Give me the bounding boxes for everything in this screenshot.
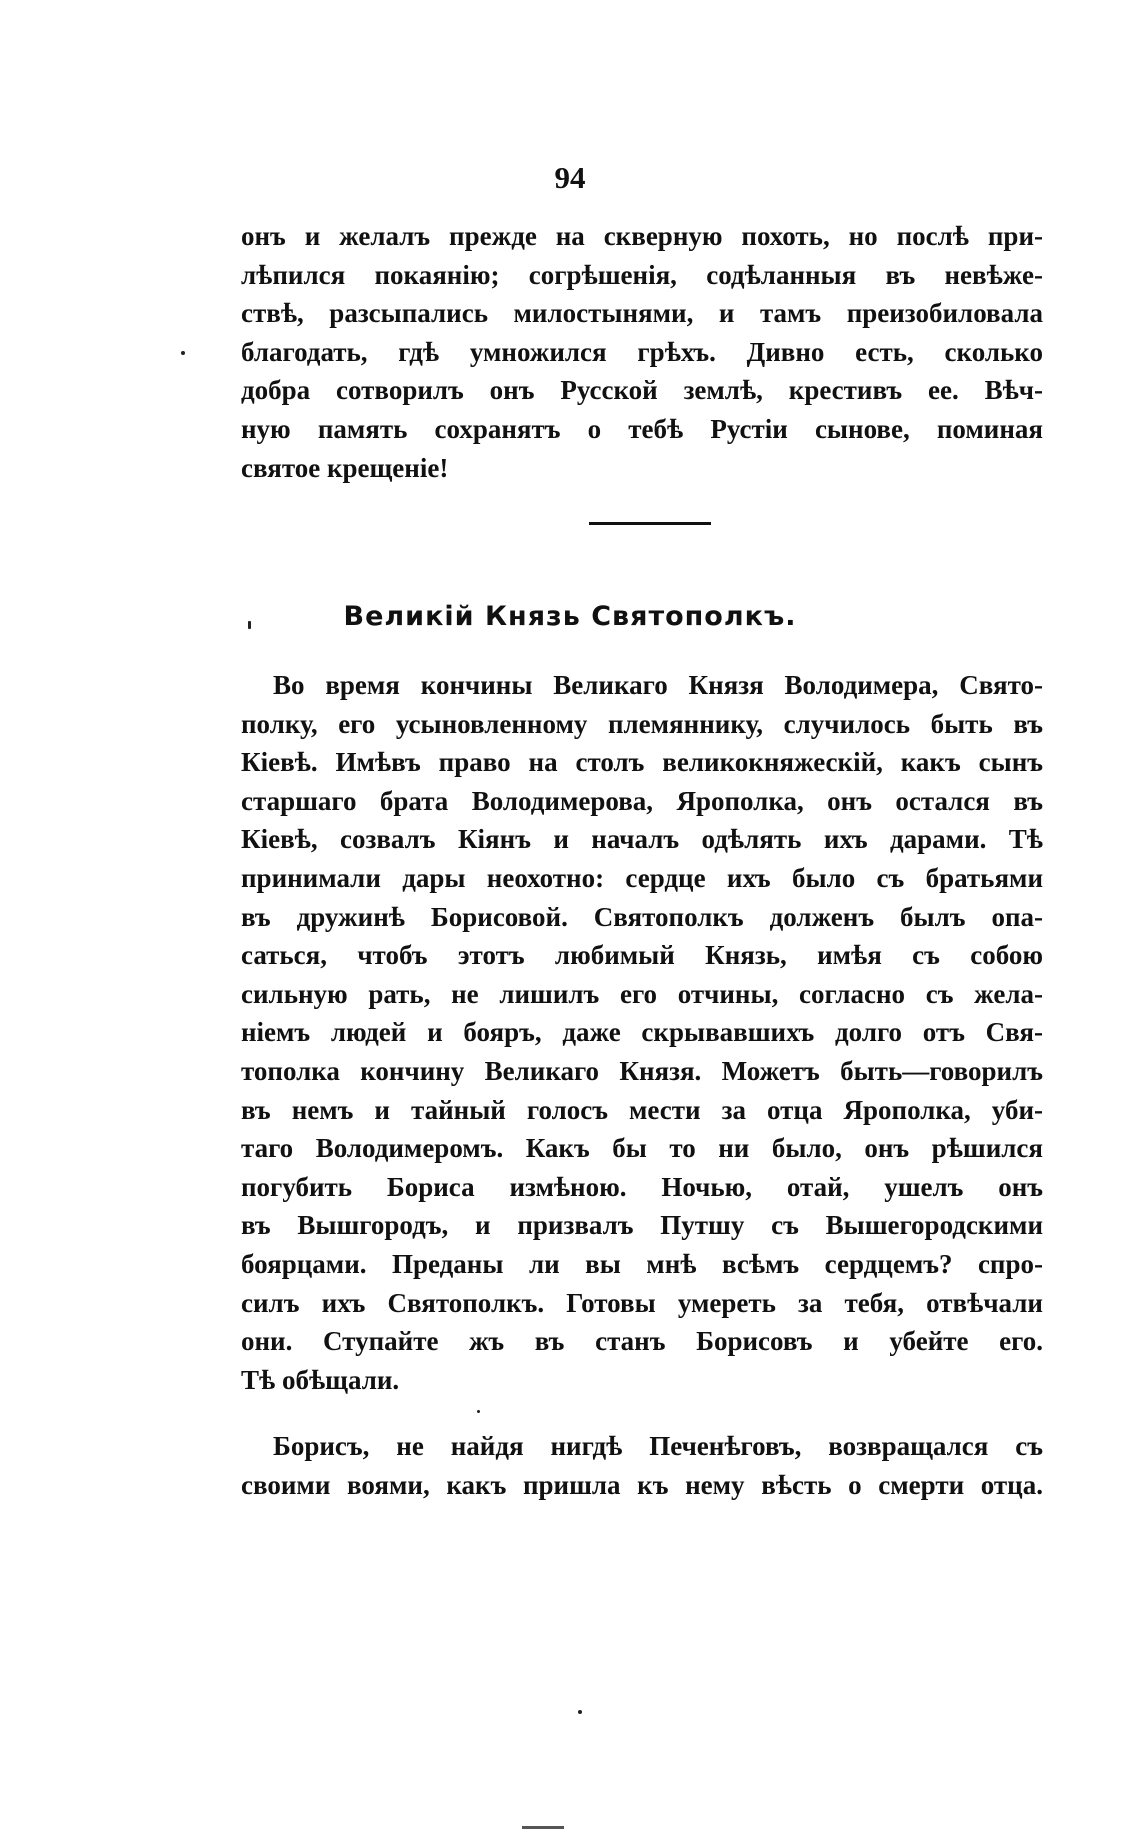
text-line: боярцами. Преданы ли вы мнѣ всѣмъ сердцемъ? спро-	[241, 1248, 1043, 1279]
text-line: сильную рать, не лишилъ его отчины, согласно съ жела-	[241, 978, 1043, 1009]
text-line: саться, чтобъ этотъ любимый Князь, имѣя съ собою	[241, 940, 1043, 971]
paragraph-closing	[241, 1427, 1043, 1504]
text-line: въ Вышгородъ, и призвалъ Путшу съ Вышегородскими	[241, 1210, 1043, 1241]
text-line: старшаго брата Володимерова, Ярополка, онъ остался въ	[241, 785, 1043, 816]
page-number: 94	[554, 160, 586, 195]
text-line: тополка кончину Великаго Князя. Можетъ быть—говорилъ	[241, 1055, 1043, 1086]
text-line: погубить Бориса измѣною. Ночью, отай, ушелъ онъ	[241, 1171, 1043, 1202]
text-line: ніемъ людей и бояръ, даже скрывавшихъ долго отъ Свя-	[241, 1017, 1043, 1048]
text-line: ствѣ, разсыпались милостынями, и тамъ преизобиловала	[241, 298, 1043, 329]
paragraph-main	[241, 666, 1043, 1399]
section-separator-rule	[589, 522, 711, 525]
text-line: въ немъ и тайный голосъ мести за отца Ярополка, уби-	[241, 1094, 1043, 1125]
text-line: Борисъ, не найдя нигдѣ Печенѣговъ, возвращался съ	[273, 1431, 1043, 1461]
scan-speck	[578, 1710, 582, 1714]
text-line: добра сотворилъ онъ Русской землѣ, крестивъ ее. Вѣч-	[241, 375, 1043, 406]
scan-speck	[248, 621, 251, 629]
text-line: своими воями, какъ пришла къ нему вѣсть о смерти отца.	[241, 1469, 1043, 1500]
text-line: силъ ихъ Святополкъ. Готовы умереть за тебя, отвѣчали	[241, 1287, 1043, 1318]
section-heading: Великій Князь Святополкъ.	[343, 601, 797, 632]
text-line: Во время кончины Великаго Князя Володимера, Свято-	[273, 670, 1043, 700]
paragraph-continuation	[241, 217, 1043, 487]
scan-speck	[181, 351, 185, 355]
scan-footer-mark	[522, 1826, 564, 1829]
text-line: лѣпился покаянію; согрѣшенія, содѣланныя въ невѣже-	[241, 259, 1043, 290]
text-line: Кіевѣ. Имѣвъ право на столъ великокняжескій, какъ сынъ	[241, 747, 1043, 778]
text-line: въ дружинѣ Борисовой. Святополкъ долженъ былъ опа-	[241, 901, 1043, 932]
text-line: принимали дары неохотно: сердце ихъ было съ братьями	[241, 862, 1043, 893]
text-line: таго Володимеромъ. Какъ бы то ни было, онъ рѣшился	[241, 1133, 1043, 1164]
text-line: благодать, гдѣ умножился грѣхъ. Дивно есть, сколько	[241, 336, 1043, 367]
text-line: они. Ступайте жъ въ станъ Борисовъ и убейте его.	[241, 1326, 1043, 1357]
text-line: святое крещеніе!	[241, 452, 449, 483]
text-line: полку, его усыновленному племяннику, случилось быть въ	[241, 708, 1043, 739]
text-line: онъ и желалъ прежде на скверную похоть, но послѣ при-	[241, 221, 1043, 251]
scan-speck	[477, 1410, 480, 1413]
text-line: ную память сохранятъ о тебѣ Рустіи сынове, поминая	[241, 413, 1043, 444]
text-line: Тѣ обѣщали.	[241, 1364, 400, 1395]
text-line: Кіевѣ, созвалъ Кіянъ и началъ одѣлять ихъ дарами. Тѣ	[241, 824, 1043, 855]
